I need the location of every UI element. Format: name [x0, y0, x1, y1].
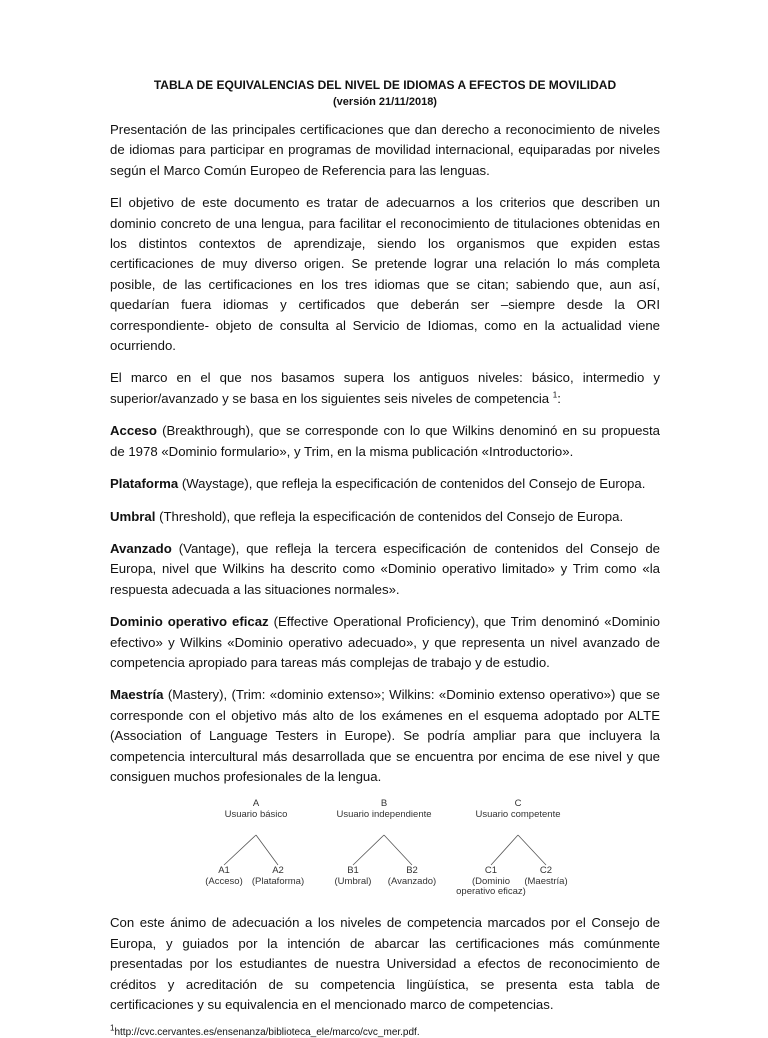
framework-paragraph: El marco en el que nos basamos supera los antiguos niveles: básico, intermedio y superior/avanzado y se basa en los siguientes seis niveles de competencia $^1$: [110, 370, 660, 406]
footnote-ref: 1 [552, 390, 558, 400]
level-a2-code: A2 [272, 865, 284, 877]
document-page [110, 78, 660, 1038]
branch-b-right [384, 835, 412, 865]
level-c1-name: (Dominio operativo eficaz) [456, 876, 526, 898]
level-c2-name: (Maestría) [524, 876, 568, 888]
group-b-label: Usuario independiente [336, 809, 432, 821]
branch-a-left [224, 835, 256, 865]
intro-paragraph: Presentación de las principales certificaciones que dan derecho a reconocimiento de niveles de idiomas para participar en programas de movilidad internacional, equiparadas por niveles según el Marco Común Europeo de Referencia para las lenguas. [110, 122, 660, 178]
cefr-levels-diagram [110, 799, 660, 905]
level-avanzado: Avanzado (Vantage), que refleja la tercera especificación de contenidos del Consejo de Europa, nivel que Wilkins ha descrito como «Dominio operativo limitado» y Trim como «la respuesta adecuada a las situaciones normales». [110, 540, 660, 597]
level-a1-code: A1 [218, 865, 230, 877]
branch-c-left [491, 835, 518, 865]
footnote [110, 1024, 660, 1038]
group-a-label: Usuario básico [224, 809, 288, 821]
branch-c-right [518, 835, 546, 865]
document-title: TABLA DE EQUIVALENCIAS DEL NIVEL DE IDIOMAS A EFECTOS DE MOVILIDAD [153, 78, 617, 92]
group-c-letter: C [514, 798, 522, 810]
level-dominio: Dominio operativo eficaz (Effective Operational Proficiency), que Trim denominó «Dominio efectivo» y Wilkins «Dominio operativo adecuado», y que representa un nivel avanzado de competencia apropiado para tareas más complejas de trabajo y de estudio. [110, 614, 660, 670]
level-b2-name: (Avanzado) [387, 876, 437, 888]
branch-b-left [353, 835, 384, 865]
footnote-link[interactable]: http://cvc.cervantes.es/ensenanza/biblioteca_ele/marco/cvc_mer.pdf. [114, 1027, 420, 1038]
level-acceso: Acceso (Breakthrough), que se corresponde con lo que Wilkins denominó en su propuesta de 1978 «Dominio formulario», y Trim, en la misma publicación «Introductorio». [110, 423, 660, 459]
level-b1-code: B1 [347, 865, 359, 877]
level-c2-code: C2 [539, 865, 553, 877]
group-a-letter: A [252, 798, 260, 810]
level-maestria: Maestría (Mastery), (Trim: «dominio extenso»; Wilkins: «Dominio extenso operativo») que se corresponde con el objetivo más alto de los exámenes en el esquema adoptado por ALTE (Association of Language Testers in Europe). Se podría ampliar para que incluyera la competencia intercultural más desarrollada que se encuentra por encima de ese nivel y que consiguen muchos profesionales de la lengua. [110, 687, 660, 784]
level-umbral: Umbral (Threshold), que refleja la especificación de contenidos del Consejo de Europa. [110, 508, 624, 524]
objective-paragraph: El objetivo de este documento es tratar de adecuarnos a los criterios que describen un dominio concreto de una lengua, para facilitar el reconocimiento de titulaciones obtenidas en los distintos contextos de aprendizaje, siendo los organismos que expiden estas certificaciones de muy diverso origen. Se pretende lograr una relación lo más completa posible, de las certificaciones en los tres idiomas que se citan; sabiendo que, aun así, quedarían fuera idiomas y certificados que deberán ser –siempre desde la ORI correspondiente- objeto de consulta al Servicio de Idiomas, como en la actualidad viene ocurriendo. [110, 195, 660, 354]
level-c1-code: C1 [484, 865, 498, 877]
footnote-mark: 1 [110, 1024, 115, 1034]
branch-a-right [256, 835, 278, 865]
level-b1-name: (Umbral) [334, 876, 372, 888]
group-b-letter: B [380, 798, 388, 810]
document-version: (versión 21/11/2018) [333, 96, 437, 108]
level-a1-name: (Acceso) [205, 876, 243, 888]
level-b2-code: B2 [406, 865, 418, 877]
group-c-label: Usuario competente [475, 809, 561, 821]
closing-paragraph: Con este ánimo de adecuación a los niveles de competencia marcados por el Consejo de Europa, y guiados por la intención de abarcar las certificaciones más comúnmente presentadas por los estudiantes de nuestra Universidad a efectos de reconocimiento de créditos y acreditación de su competencia lingüística, se presenta esta tabla de certificaciones y su equivalencia en el mencionado marco de competencias. [110, 915, 660, 1012]
level-plataforma: Plataforma (Waystage), que refleja la especificación de contenidos del Consejo de Europa. [110, 476, 646, 492]
level-a2-name: (Plataforma) [251, 876, 305, 888]
